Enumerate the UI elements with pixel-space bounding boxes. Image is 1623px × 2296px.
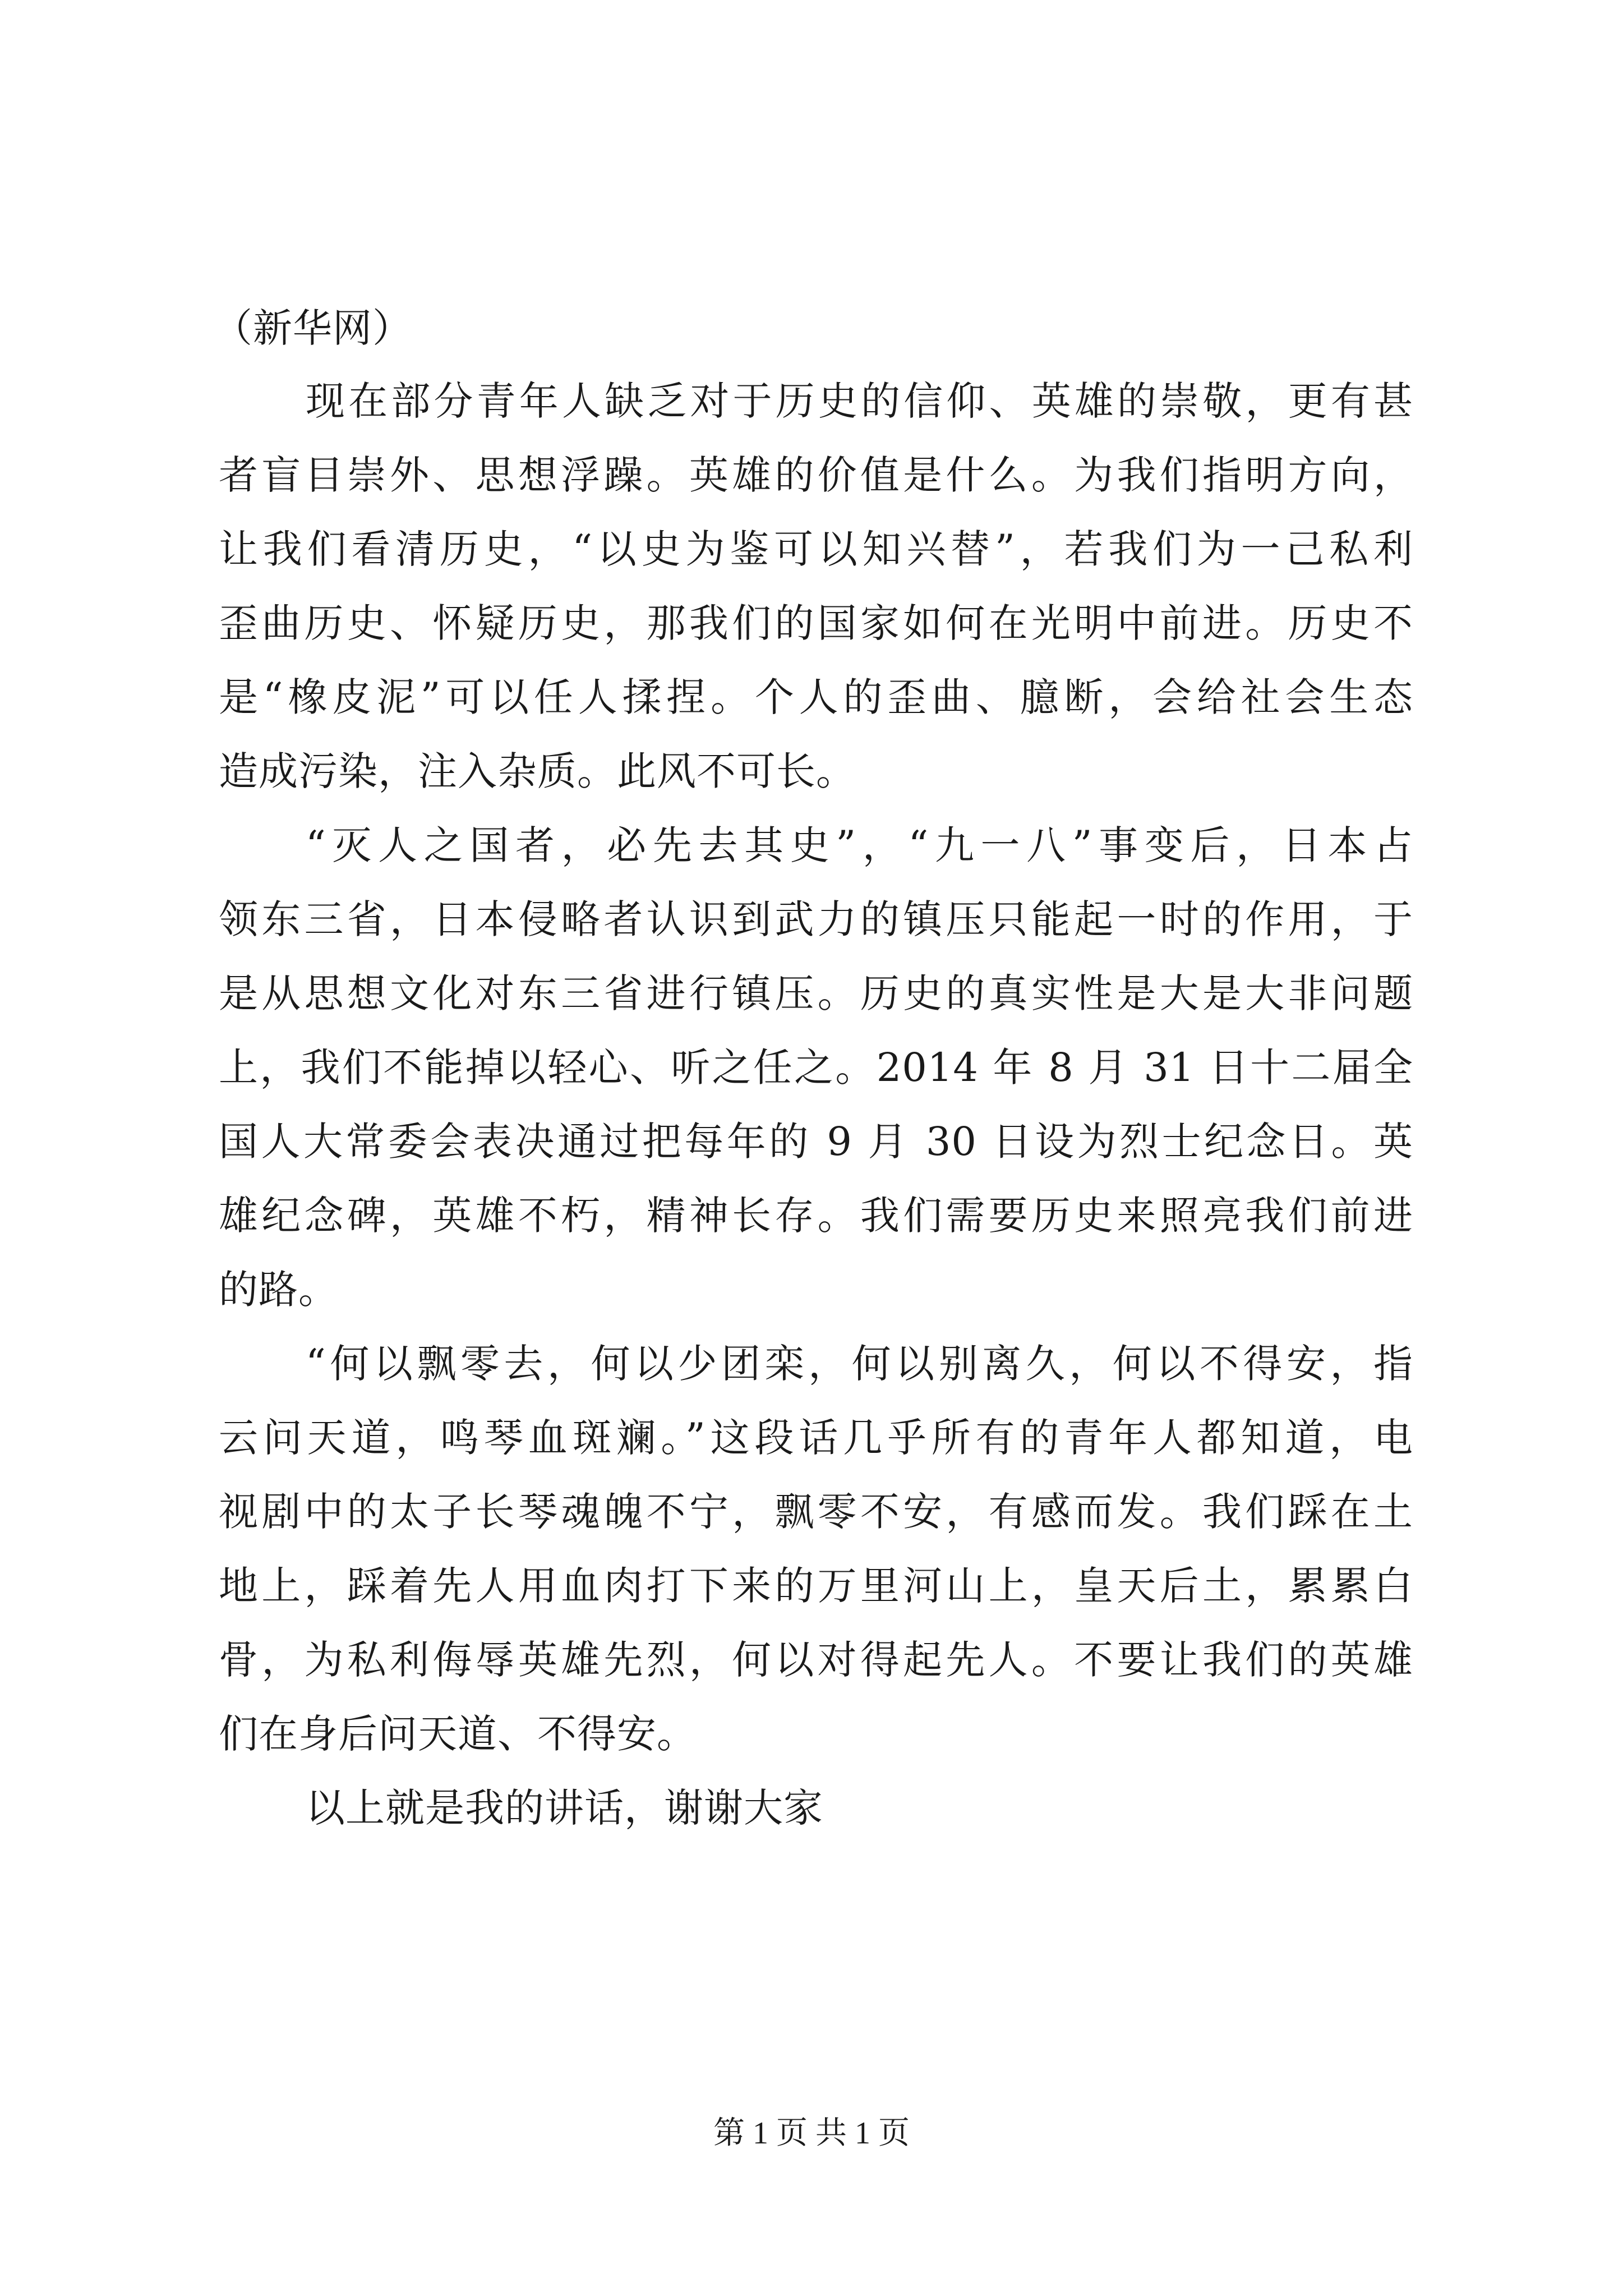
paragraph-1-line-6: 造成污染，注入杂质。此风不可长。 — [219, 748, 856, 794]
paragraph-3-line-2: 云问天道，鸣琴血斑斓。”这段话几乎所有的青年人都知道，电 — [219, 1415, 1413, 1461]
paragraph-3-line-4: 地上，踩着先人用血肉打下来的万里河山上，皇天后土，累累白 — [219, 1563, 1413, 1609]
paragraph-1-line-4: 歪曲历史、怀疑历史，那我们的国家如何在光明中前进。历史不 — [219, 600, 1413, 646]
paragraph-2-line-4: 上，我们不能掉以轻心、听之任之。2014 年 8 月 31 日十二届全 — [219, 1045, 1413, 1091]
paragraph-3-line-5: 骨，为私利侮辱英雄先烈，何以对得起先人。不要让我们的英雄 — [219, 1637, 1413, 1683]
paragraph-2-line-5: 国人大常委会表决通过把每年的 9 月 30 日设为烈士纪念日。英 — [219, 1119, 1413, 1165]
paragraph-2-line-2: 领东三省，日本侵略者认识到武力的镇压只能起一时的作用，于 — [219, 896, 1413, 942]
paragraph-3-line-3: 视剧中的太子长琴魂魄不宁，飘零不安，有感而发。我们踩在土 — [219, 1489, 1413, 1535]
paragraph-1-line-3: 让我们看清历史，“以史为鉴可以知兴替”，若我们为一己私利 — [219, 526, 1413, 572]
paragraph-1-line-5: 是“橡皮泥”可以任人揉捏。个人的歪曲、臆断，会给社会生态 — [219, 674, 1413, 720]
paragraph-1-line-1: 现在部分青年人缺乏对于历史的信仰、英雄的崇敬，更有甚 — [306, 378, 1413, 424]
closing-line: 以上就是我的讲话，谢谢大家 — [306, 1785, 823, 1831]
paragraph-3-line-1: “何以飘零去，何以少团栾，何以别离久，何以不得安，指 — [306, 1341, 1413, 1387]
source-line: （新华网） — [213, 305, 412, 351]
paragraph-1-line-2: 者盲目崇外、思想浮躁。英雄的价值是什么。为我们指明方向， — [219, 452, 1413, 498]
page-number-footer: 第 1 页 共 1 页 — [713, 2116, 910, 2151]
paragraph-3-line-6: 们在身后问天道、不得安。 — [219, 1711, 697, 1757]
paragraph-2-line-3: 是从思想文化对东三省进行镇压。历史的真实性是大是大非问题 — [219, 970, 1413, 1016]
paragraph-2-line-6: 雄纪念碑，英雄不朽，精神长存。我们需要历史来照亮我们前进 — [219, 1193, 1413, 1239]
paragraph-2-line-1: “灭人之国者，必先去其史”，“九一八”事变后，日本占 — [306, 822, 1413, 868]
paragraph-2-line-7: 的路。 — [219, 1267, 338, 1313]
